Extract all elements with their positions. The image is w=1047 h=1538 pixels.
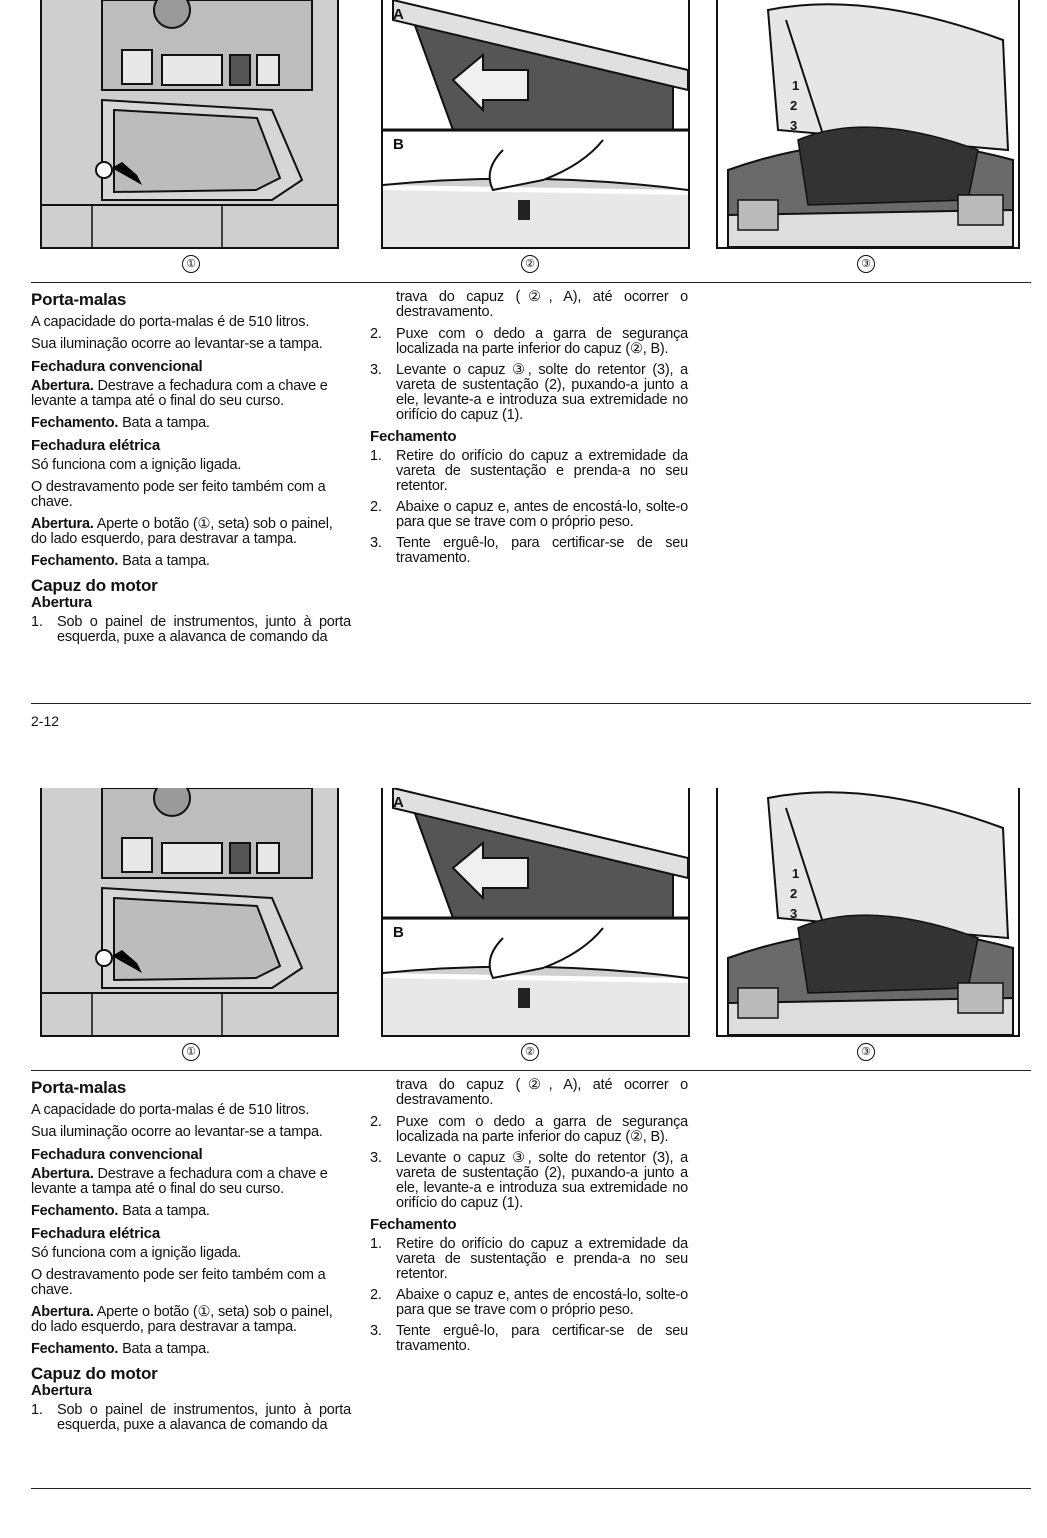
hood-heading: Capuz do motor [31,576,158,595]
figure-1-number: ① [182,255,200,273]
label: Fechamento. [31,1203,119,1219]
figure-3-engine-bay [716,788,1020,1037]
step-text: Retire do orifício do capuz a extremidade da vareta de sustentação e prenda-a no seu retentor. [396,448,688,494]
hood-latch-illustration [383,788,688,1035]
step-number: 3. [370,1323,382,1339]
trunk-capacity: A capacidade do porta-malas é de 510 litros. [31,1102,310,1118]
step-number: 2. [370,499,382,515]
continuation-text: trava do capuz (②, A), até ocorrer o destravamento. [396,1077,688,1108]
figure-2-number: ② [521,1043,539,1061]
hood-heading: Capuz do motor [31,1364,158,1383]
step-text: Abaixe o capuz e, antes de encostá-lo, solte-o para que se trave com o próprio peso. [396,499,688,530]
dashboard-illustration [42,0,337,247]
closing-heading: Fechamento [370,428,457,445]
label: Fechamento. [31,415,119,431]
page-top [0,0,1047,750]
figure-divider [31,1070,1031,1071]
step-text: Sob o painel de instrumentos, junto à porta esquerda, puxe a alavanca de comando da [57,1402,351,1433]
engine-bay-illustration [718,0,1018,247]
figure-3-engine-bay [716,0,1020,249]
closing-heading: Fechamento [370,1216,457,1233]
conventional-lock-heading: Fechadura convencional [31,358,203,375]
step-text: Sob o painel de instrumentos, junto à porta esquerda, puxe a alavanca de comando da [57,614,351,645]
hood-step-1 [31,1403,351,1433]
text: Destrave a fechadura com a chave e levante a tampa até o final do seu curso. [31,378,328,409]
step-number: 2. [370,326,382,342]
trunk-light: Sua iluminação ocorre ao levantar-se a tampa. [31,1124,323,1140]
figure-3-callout-1: 1 [792,78,800,93]
conventional-opening [31,379,351,409]
figure-3-number: ③ [857,255,875,273]
trunk-light: Sua iluminação ocorre ao levantar-se a tampa. [31,336,323,352]
dashboard-illustration [42,788,337,1035]
electric-lock-heading: Fechadura elétrica [31,437,160,454]
close-step-1 [370,1237,688,1282]
step-text: Puxe com o dedo a garra de segurança localizada na parte inferior do capuz (②, B). [396,1114,688,1145]
left-column [31,290,351,651]
text: Aperte o botão (①, seta) sob o painel, do lado esquerdo, para destravar a tampa. [31,1304,333,1335]
label: Abertura. [31,516,94,532]
close-step-2 [370,500,688,530]
figure-3-callout-2: 2 [790,98,798,113]
electric-key: O destravamento pode ser feito também com a chave. [31,1267,326,1298]
figure-2-label-b: B [393,924,404,941]
text: Bata a tampa. [118,1203,210,1219]
figure-1-number: ① [182,1043,200,1061]
electric-lock-heading: Fechadura elétrica [31,1225,160,1242]
middle-column [370,290,688,572]
trunk-capacity: A capacidade do porta-malas é de 510 litros. [31,314,310,330]
engine-bay-illustration [718,788,1018,1035]
hood-latch-illustration [383,0,688,247]
text: Bata a tampa. [118,553,210,569]
figure-2-number: ② [521,255,539,273]
figure-1-dashboard [40,0,339,249]
step-text: Tente erguê-lo, para certificar-se de seu travamento. [396,1323,688,1354]
hood-step-2 [370,327,688,357]
label: Abertura. [31,1304,94,1320]
hood-step-1 [31,615,351,645]
electric-closing [31,554,351,569]
electric-ignition: Só funciona com a ignição ligada. [31,1245,242,1261]
page-bottom [0,788,1047,1538]
step-number: 3. [370,1150,382,1166]
label: Abertura. [31,378,94,394]
figure-divider [31,282,1031,283]
figure-2-hood-latch [381,0,690,249]
electric-key: O destravamento pode ser feito também com a chave. [31,479,326,510]
step-number: 2. [370,1114,382,1130]
close-step-2 [370,1288,688,1318]
step-number: 1. [370,448,382,464]
conventional-opening [31,1167,351,1197]
step-number: 1. [370,1236,382,1252]
figure-3-callout-1: 1 [792,866,800,881]
figure-2-hood-latch [381,788,690,1037]
close-step-1 [370,449,688,494]
step-text: Levante o capuz ③, solte do retentor (3), a vareta de sustentação (2), puxando-a junto a ele, levante-a e introduza sua extremidade no orifício do capuz (1). [396,1150,688,1211]
electric-ignition: Só funciona com a ignição ligada. [31,457,242,473]
conventional-closing [31,416,351,431]
close-step-3 [370,1324,688,1354]
figure-2-label-b: B [393,136,404,153]
figure-2-label-a: A [393,6,404,23]
close-step-3 [370,536,688,566]
electric-opening [31,1305,351,1335]
hood-opening-heading: Abertura [31,594,92,611]
label: Abertura. [31,1166,94,1182]
figure-1-dashboard [40,788,339,1037]
step-number: 1. [31,1402,43,1418]
conventional-closing [31,1204,351,1219]
hood-step-3 [370,363,688,423]
text: Bata a tampa. [118,1341,210,1357]
label: Fechamento. [31,553,119,569]
figure-2-label-a: A [393,794,404,811]
text: Bata a tampa. [118,415,210,431]
figure-3-callout-3: 3 [790,906,798,921]
step-text: Retire do orifício do capuz a extremidade da vareta de sustentação e prenda-a no seu retentor. [396,1236,688,1282]
step-number: 1. [31,614,43,630]
figure-3-callout-3: 3 [790,118,798,133]
electric-opening [31,517,351,547]
figure-3-number: ③ [857,1043,875,1061]
text: Aperte o botão (①, seta) sob o painel, do lado esquerdo, para destravar a tampa. [31,516,333,547]
label: Fechamento. [31,1341,119,1357]
hood-step-3 [370,1151,688,1211]
hood-opening-heading: Abertura [31,1382,92,1399]
step-text: Levante o capuz ③, solte do retentor (3), a vareta de sustentação (2), puxando-a junto a ele, levante-a e introduza sua extremidade no orifício do capuz (1). [396,362,688,423]
text: Destrave a fechadura com a chave e levante a tampa até o final do seu curso. [31,1166,328,1197]
hood-step-2 [370,1115,688,1145]
step-text: Abaixe o capuz e, antes de encostá-lo, solte-o para que se trave com o próprio peso. [396,1287,688,1318]
step-number: 2. [370,1287,382,1303]
step-number: 3. [370,362,382,378]
continuation-text: trava do capuz (②, A), até ocorrer o destravamento. [396,289,688,320]
left-column [31,1078,351,1439]
page-bottom-rule [31,1488,1031,1489]
middle-column [370,1078,688,1360]
page-bottom-rule [31,703,1031,704]
step-text: Puxe com o dedo a garra de segurança localizada na parte inferior do capuz (②, B). [396,326,688,357]
step-text: Tente erguê-lo, para certificar-se de seu travamento. [396,535,688,566]
conventional-lock-heading: Fechadura convencional [31,1146,203,1163]
step-number: 3. [370,535,382,551]
electric-closing [31,1342,351,1357]
figure-3-callout-2: 2 [790,886,798,901]
trunk-heading: Porta-malas [31,1078,127,1097]
trunk-heading: Porta-malas [31,290,127,309]
page-number: 2-12 [31,713,60,729]
